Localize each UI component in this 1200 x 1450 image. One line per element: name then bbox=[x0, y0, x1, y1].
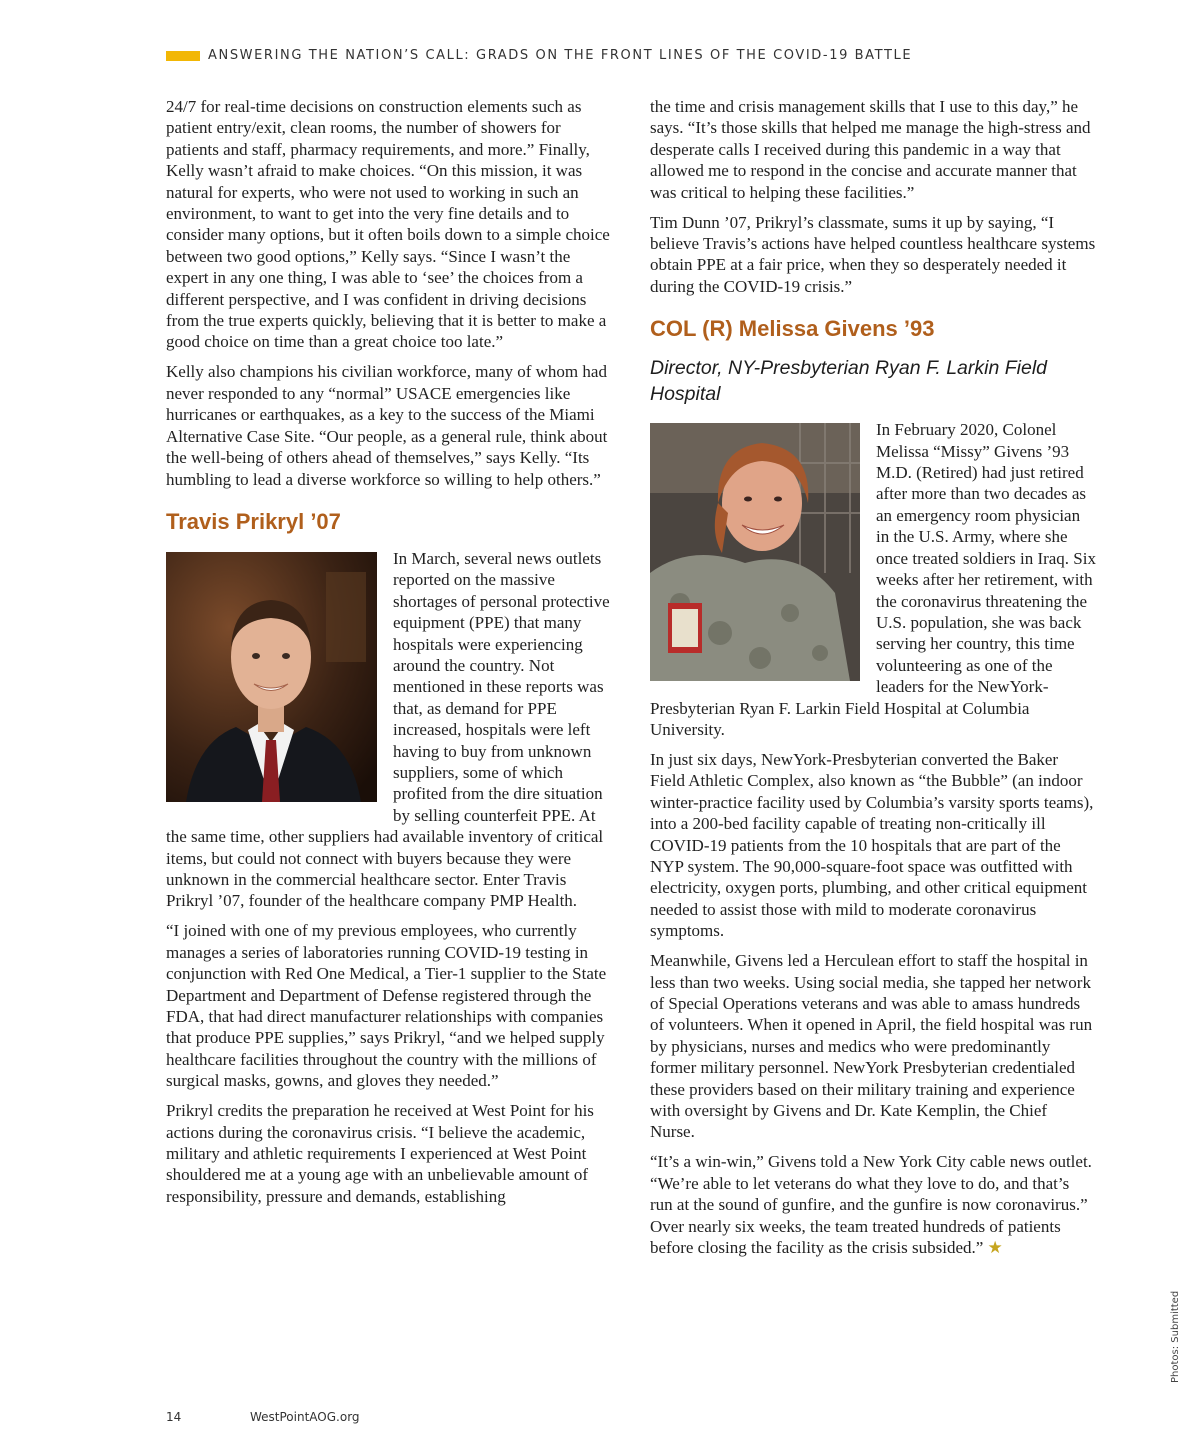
body-paragraph: In February 2020, Colonel Melissa “Missy” Givens ’93 M.D. (Retired) had just retired after more than two decades as an emergency room physician in the U.S. Army, where she once treated soldiers in Iraq. Six weeks after her retirement, with the coronavirus threatening the U.S. population, she was back serving her country, this time volunteering as one of the leaders for the NewYork-Presbyterian Ryan F. Larkin Field Hospital at Columbia University. bbox=[650, 420, 1096, 739]
header-accent-bar bbox=[166, 51, 200, 61]
section-heading-melissa: COL (R) Melissa Givens ’93 bbox=[650, 316, 935, 342]
travis-portrait-photo bbox=[166, 552, 377, 802]
star-end-mark-icon: ★ bbox=[987, 1238, 1003, 1258]
right-column bbox=[650, 96, 1096, 1267]
running-header bbox=[166, 46, 1140, 66]
section-subtitle-melissa: Director, NY-Presbyterian Ryan F. Larkin Field Hospital bbox=[650, 357, 1048, 406]
photo-credit: Photos: Submitted bbox=[1170, 1290, 1181, 1383]
section-heading-travis: Travis Prikryl ’07 bbox=[166, 508, 341, 534]
body-paragraph: Kelly also champions his civilian workforce, many of whom had never responded to any “normal” USACE emergencies like hurricanes or earthquakes, as a key to the success of the Miami Alternative Case Site. “Our people, as a general rule, think about the well-being of others ahead of themselves,” says Kelly. “Its humbling to lead a diverse workforce so willing to help others.” bbox=[166, 362, 608, 489]
portrait-illustration bbox=[166, 552, 377, 802]
body-paragraph: 24/7 for real-time decisions on construction elements such as patient entry/exit, clean rooms, the number of showers for patients and staff, pharmacy requirements, and more.” Finally, Kelly wasn’t afraid to make choices. “On this mission, it was natural for experts, who were not used to working in such an environment, to want to get into the very fine details and to consider many options, but it often boils down to a simple choice between two good options,” Kelly says. “Since I wasn’t the expert in any one thing, I was able to ‘see’ the choices from a different perspective, and I was confident in driving decisions from the true experts quickly, believing that it is better to make a good choice on time than a great choice too late.” bbox=[166, 97, 610, 352]
footer-site: WestPointAOG.org bbox=[250, 1410, 360, 1424]
page-number: 14 bbox=[166, 1410, 182, 1424]
body-paragraph: Tim Dunn ’07, Prikryl’s classmate, sums it up by saying, “I believe Travis’s actions have helped countless healthcare systems obtain PPE at a fair price, when they so desperately needed it during the COVID-19 crisis.” bbox=[650, 212, 1096, 296]
body-paragraph-final bbox=[650, 1151, 1096, 1258]
left-column bbox=[166, 96, 612, 1216]
body-paragraph: In March, several news outlets reported on the massive shortages of personal protective equipment (PPE) that many hospitals were experiencing around the country. Not mentioned in these reports was that, as demand for PPE increased, hospitals were left having to buy from unknown suppliers, some of which profited from the dire situation by selling counterfeit PPE. At the same time, other suppliers had available inventory of critical items, but could not connect with buyers because they were unknown in the commercial healthcare sector. Enter Travis Prikryl ’07, founder of the healthcare company PMP Health. bbox=[166, 548, 610, 911]
body-paragraph: Prikryl credits the preparation he received at West Point for his actions during the coronavirus crisis. “I believe the academic, military and athletic requirements I experienced at West Point shouldered me at a young age with an unbelievable amount of responsibility, pressure and demands, establishing bbox=[166, 1101, 594, 1206]
body-paragraph: “I joined with one of my previous employees, who currently manages a series of laboratories running COVID-19 testing in conjunction with Red One Medical, a Tier-1 supplier to the State Department and Department of Defense registered through the FDA, that had direct manufacturer relationships with companies that produce PPE supplies,” says Prikryl, “and we helped supply healthcare facilities throughout the country with the millions of surgical masks, gowns, and gloves they needed.” bbox=[166, 921, 607, 1091]
body-paragraph: the time and crisis management skills that I use to this day,” he says. “It’s those skills that helped me manage the high-stress and desperate calls I received during this pandemic in a way that allowed me to respond in the concise and accurate manner that was critical to helping these facilities.” bbox=[650, 97, 1091, 202]
body-paragraph: Meanwhile, Givens led a Herculean effort to staff the hospital in less than two weeks. Using social media, she tapped her network of Special Operations veterans and was able to amass hundreds of volunteers. When it opened in April, the field hospital was run by physicians, nurses and medics who were predominantly former military personnel. NewYork Presbyterian credentialed these providers based on their military training and experience with oversight by Givens and Dr. Kate Kemplin, the Chief Nurse. bbox=[650, 951, 1093, 1142]
melissa-portrait-photo bbox=[650, 423, 860, 681]
final-paragraph-text: “It’s a win-win,” Givens told a New York City cable news outlet. “We’re able to let veterans do what they love to do, and that’s run at the sound of gunfire, and the gunfire is now coronavirus.” Over nearly six weeks, the team treated hundreds of patients before closing the facility as the crisis subsided.” bbox=[650, 1152, 1092, 1258]
header-title: ANSWERING THE NATION’S CALL: GRADS ON THE FRONT LINES OF THE COVID-19 BATTLE bbox=[208, 48, 913, 63]
portrait-illustration bbox=[650, 423, 860, 681]
body-paragraph: In just six days, NewYork-Presbyterian converted the Baker Field Athletic Complex, also known as “the Bubble” (an indoor winter-practice facility used by Columbia’s varsity sports teams), into a 200-bed facility capable of treating non-critically ill COVID-19 patients from the 10 hospitals that are part of the NYP system. The 90,000-square-foot space was outfitted with electricity, oxygen ports, plumbing, and other critical equipment needed to assist those with mild to moderate coronavirus symptoms. bbox=[650, 749, 1094, 941]
